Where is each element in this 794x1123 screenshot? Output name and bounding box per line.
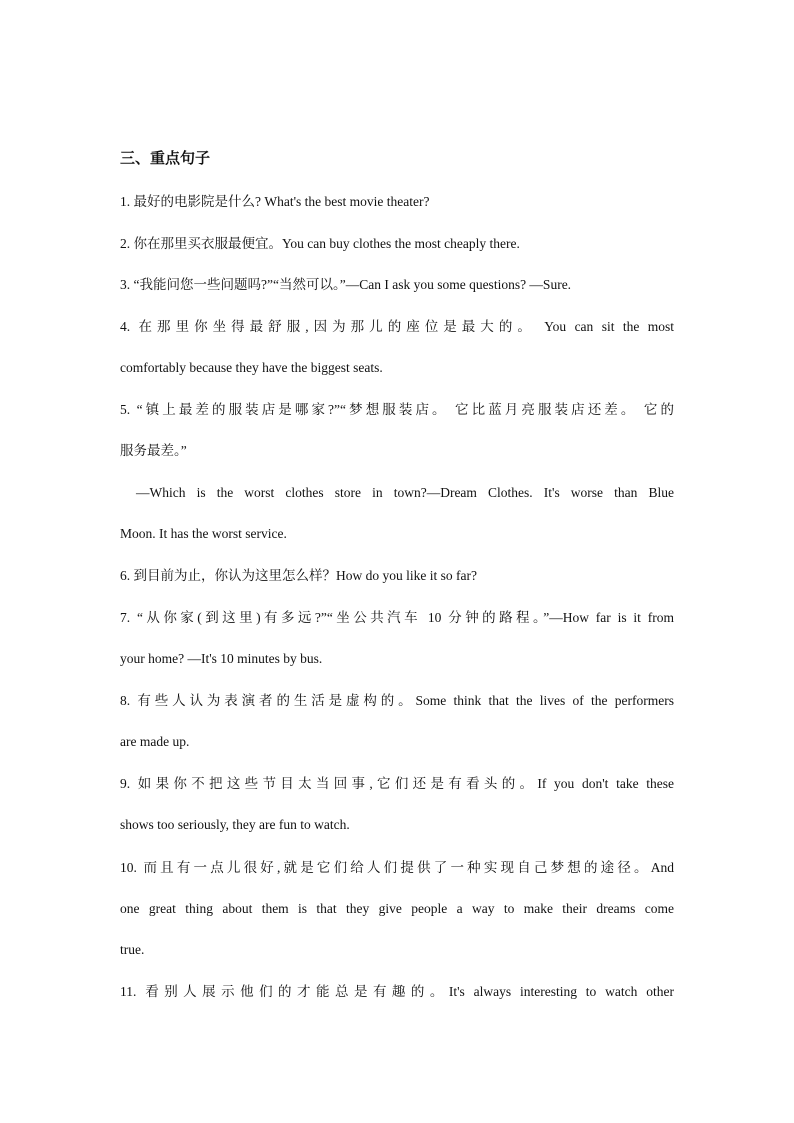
sentence-2: 2. 你在那里买衣服最便宜。You can buy clothes the most cheaply there. bbox=[120, 236, 520, 251]
sentence-8-line-1: 8. 有些人认为表演者的生活是虚构的。Some think that the lives of the performers bbox=[120, 693, 674, 708]
sentence-10-line-2: one great thing about them is that they give people a way to make their dreams come bbox=[120, 901, 674, 916]
sentence-5-line-3: —Which is the worst clothes store in town?—Dream Clothes. It's worse than Blue bbox=[136, 485, 674, 500]
sentence-11-line-1: 11. 看别人展示他们的才能总是有趣的。It's always interesting to watch other bbox=[120, 984, 674, 999]
sentence-5-line-2: 服务最差。” bbox=[120, 443, 187, 458]
section-heading: 三、重点句子 bbox=[120, 151, 211, 167]
sentence-5-line-4: Moon. It has the worst service. bbox=[120, 526, 287, 541]
sentence-6: 6. 到目前为止，你认为这里怎么样？How do you like it so far? bbox=[120, 568, 477, 583]
sentence-9-line-2: shows too seriously, they are fun to watch. bbox=[120, 817, 350, 832]
sentence-9-line-1: 9. 如果你不把这些节目太当回事,它们还是有看头的。If you don't take these bbox=[120, 776, 674, 791]
sentence-7-line-1: 7. “从你家(到这里)有多远?”“坐公共汽车 10 分钟的路程。”—How far is it from bbox=[120, 610, 674, 625]
sentence-10-line-3: true. bbox=[120, 942, 145, 957]
sentence-8-line-2: are made up. bbox=[120, 734, 190, 749]
sentence-3: 3. “我能问您一些问题吗?”“当然可以。”—Can I ask you some questions? —Sure. bbox=[120, 277, 572, 292]
sentence-4-line-2: comfortably because they have the biggest seats. bbox=[120, 360, 383, 375]
sentence-5-line-1: 5. “镇上最差的服装店是哪家?”“梦想服装店。 它比蓝月亮服装店还差。 它的 bbox=[120, 402, 674, 417]
sentence-10-line-1: 10. 而且有一点儿很好,就是它们给人们提供了一种实现自己梦想的途径。And bbox=[120, 860, 674, 875]
sentence-1: 1. 最好的电影院是什么? What's the best movie theater? bbox=[120, 194, 430, 209]
sentence-4-line-1: 4. 在那里你坐得最舒服,因为那儿的座位是最大的。 You can sit the most bbox=[120, 319, 674, 334]
sentence-7-line-2: your home? —It's 10 minutes by bus. bbox=[120, 651, 323, 666]
